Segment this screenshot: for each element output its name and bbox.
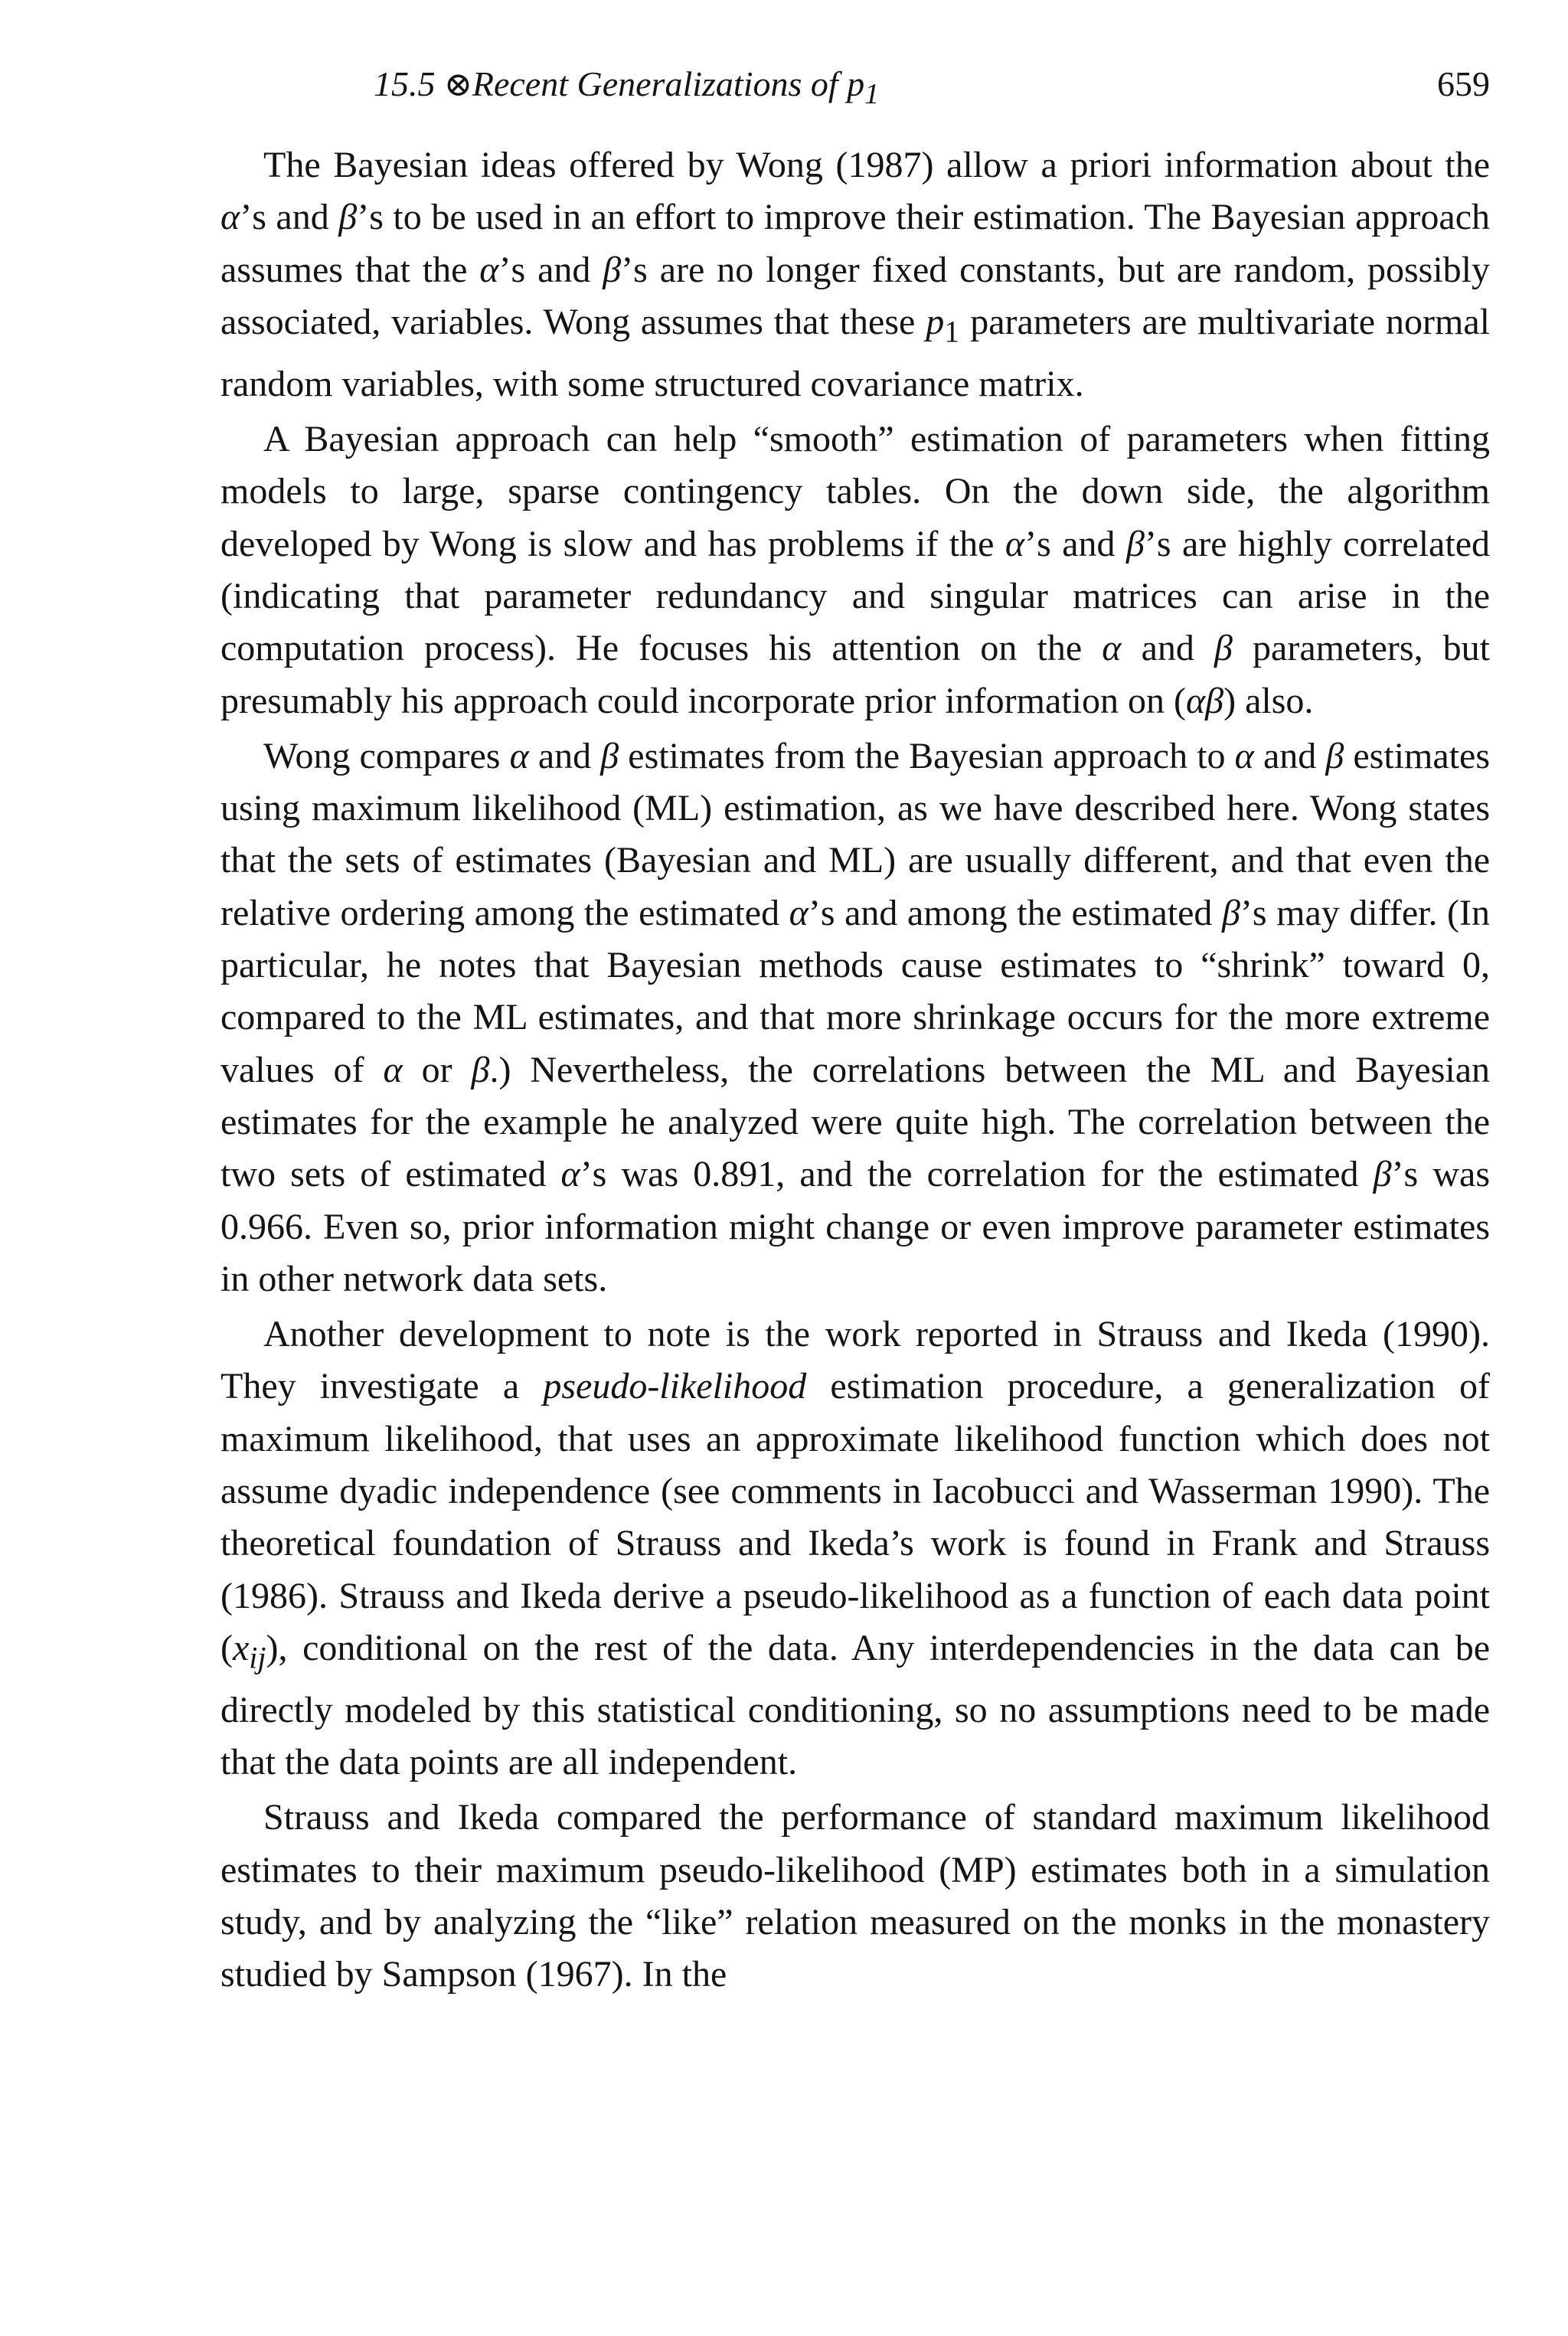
text-run: and [528, 735, 601, 776]
text-run: ’s and [240, 197, 339, 238]
starred-section-icon: ⊗ [444, 66, 472, 103]
text-run: ’s may differ. (In particular, he notes that Bayesian methods cause estimates to “shrink” toward 0, compared to the ML estimates, and that more shrinkage occurs for the more extreme values of [220, 892, 1491, 1090]
italic-text: α [509, 735, 529, 776]
subscript-text: ij [249, 1640, 266, 1675]
section-title-subscript: 1 [864, 78, 880, 111]
text-run: ’s and [498, 249, 603, 290]
section-number: 15.5 [374, 64, 436, 103]
italic-text: α [560, 1154, 580, 1195]
running-head [220, 61, 1490, 111]
text-run: estimates using maximum likelihood (ML) estimation, as we have described here. Wong states that the sets of estimates (Bayesian and ML) are usually different, and that even the relative ordering among the estimated [220, 735, 1490, 933]
text-run: estimates from the Bayesian approach to [619, 735, 1235, 776]
italic-text: α [479, 249, 499, 290]
text-run: Wong compares [263, 735, 510, 776]
text-run: ’s was 0.891, and the correlation for the estimated [580, 1154, 1374, 1195]
paragraph [220, 1308, 1490, 1789]
italic-text: α [1234, 735, 1254, 776]
italic-text: p [926, 301, 945, 342]
paragraph [220, 1792, 1490, 2001]
italic-text: β [603, 249, 622, 290]
text-run: parameters are multivariate normal random variables, with some structured covariance matrix. [220, 301, 1490, 404]
text-run: and [1253, 735, 1326, 776]
italic-text: β [338, 197, 358, 238]
italic-text: β [471, 1049, 490, 1090]
section-title: Recent Generalizations of p [472, 64, 865, 103]
paragraph [220, 139, 1490, 410]
text-run: ) also. [1223, 680, 1314, 721]
italic-text: α [1004, 523, 1025, 564]
italic-text: pseudo-likelihood [543, 1366, 807, 1407]
text-run: ’s was 0.966. Even so, prior information might change or even improve parameter estimates in other network data sets. [220, 1154, 1490, 1299]
paragraph [220, 413, 1490, 727]
paragraph [220, 730, 1490, 1305]
italic-text: α [789, 892, 808, 933]
italic-text: αβ [1185, 680, 1224, 721]
text-run: ’s and among the estimated [808, 892, 1222, 933]
text-run: ), conditional on the rest of the data. Any interdependencies in the data can be directly modeled by this statistical conditioning, so no assumptions need to be made that the data points are all independent. [220, 1627, 1490, 1783]
italic-text: β [1222, 892, 1240, 933]
body-text [220, 139, 1490, 2001]
text-run: Strauss and Ikeda compared the performance of standard maximum likelihood estimates to their maximum pseudo-likelihood (MP) estimates both in a simulation study, and by analyzing the “like” relation measured on the monks in the monastery studied by Sampson (1967). In the [220, 1797, 1490, 1995]
italic-text: α [383, 1049, 403, 1090]
text-run: estimation procedure, a generalization of maximum likelihood, that uses an approximate likelihood function which does not assume dyadic independence (see comments in Iacobucci and Wasserman 1990). The theoretical foundation of Strauss and Ikeda’s work is found in Frank and Strauss (1986). Strauss and Ikeda derive a pseudo-likelihood as a function of each data point ( [220, 1366, 1490, 1668]
text-run: ’s are no longer fixed constants, but are random, possibly associated, variables. Wong assumes that these [220, 249, 1490, 342]
italic-text: β [1214, 628, 1233, 669]
text-run: A Bayesian approach can help “smooth” estimation of parameters when fitting models to large, sparse contingency tables. On the down side, the algorithm developed by Wong is slow and has problems if the [220, 419, 1490, 564]
text-run: parameters, but presumably his approach could incorporate prior information on ( [220, 628, 1491, 721]
italic-text: β [1373, 1154, 1392, 1195]
section-heading [374, 61, 879, 117]
italic-text: β [1325, 735, 1344, 776]
italic-text: β [600, 735, 619, 776]
text-run: The Bayesian ideas offered by Wong (1987) allow a priori information about the [263, 145, 1490, 185]
italic-text: x [232, 1627, 250, 1668]
text-run: .) Nevertheless, the correlations between the ML and Bayesian estimates for the example he analyzed were quite high. The correlation between the two sets of estimated [220, 1049, 1491, 1195]
page-number: 659 [1437, 64, 1490, 103]
text-run: and [1121, 628, 1215, 669]
subscript-text: 1 [944, 314, 960, 349]
italic-text: α [1102, 628, 1122, 669]
text-run: ’s and [1024, 523, 1126, 564]
text-run: ’s are highly correlated (indicating that parameter redundancy and singular matrices can arise in the computation process). He focuses his attention on the [220, 523, 1491, 669]
italic-text: α [220, 197, 240, 238]
text-run: ’s to be used in an effort to improve their estimation. The Bayesian approach assumes that the [220, 197, 1490, 290]
italic-text: β [1125, 523, 1145, 564]
text-run: or [402, 1049, 472, 1090]
text-run: Another development to note is the work reported in Strauss and Ikeda (1990). They investigate a [220, 1314, 1490, 1407]
